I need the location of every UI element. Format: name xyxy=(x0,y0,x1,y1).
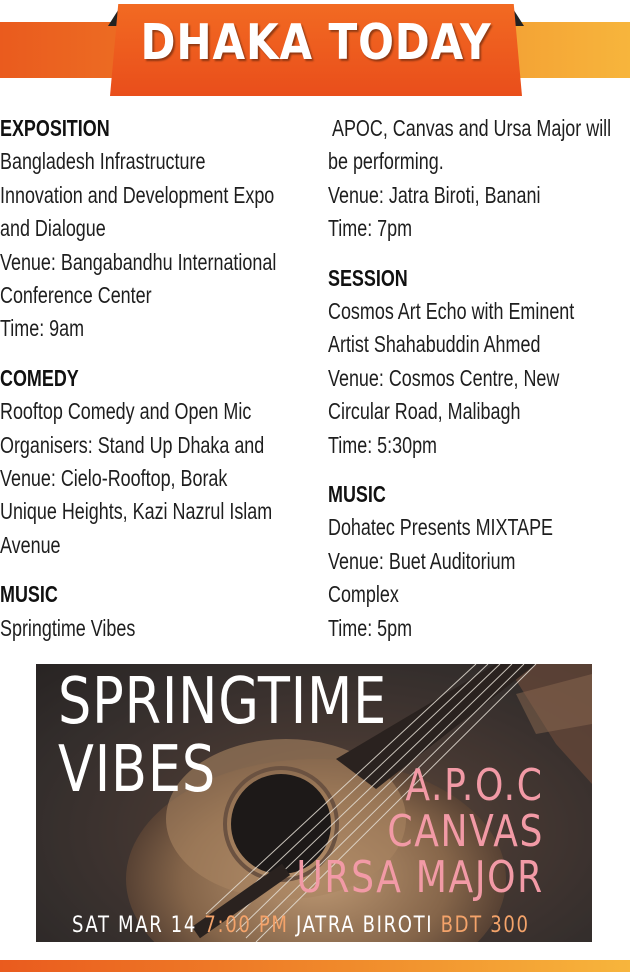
event-line: be performing. xyxy=(328,148,444,175)
event-time: Time: 7pm xyxy=(328,215,413,242)
poster-title-line1: SPRINGTIME xyxy=(58,665,388,739)
event-venue: Venue: Bangabandhu International xyxy=(0,248,277,275)
event-venue: Venue: Jatra Biroti, Banani xyxy=(328,181,541,208)
event-line: Cosmos Art Echo with Eminent xyxy=(328,298,575,325)
section-heading: COMEDY xyxy=(0,364,79,391)
event-line: Bangladesh Infrastructure xyxy=(0,148,206,175)
left-column xyxy=(0,112,318,661)
event-organisers: Organisers: Stand Up Dhaka and xyxy=(0,431,265,458)
event-exposition xyxy=(0,112,317,346)
event-venue: Unique Heights, Kazi Nazrul Islam xyxy=(0,498,273,525)
section-heading: EXPOSITION xyxy=(0,115,110,141)
poster-footer xyxy=(72,914,530,938)
event-line: APOC, Canvas and Ursa Major will xyxy=(328,115,612,141)
poster-time: 7:00 PM xyxy=(204,913,289,938)
event-line: Dohatec Presents MIXTAPE xyxy=(328,514,554,541)
event-session xyxy=(328,262,628,462)
event-music-2 xyxy=(328,478,628,645)
event-poster xyxy=(36,664,592,942)
event-venue: Avenue xyxy=(0,531,61,558)
event-line: Artist Shahabuddin Ahmed xyxy=(328,331,541,358)
event-line: Rooftop Comedy and Open Mic xyxy=(0,398,252,425)
event-venue: Venue: Buet Auditorium xyxy=(328,547,516,574)
poster-venue: JATRA BIROTI xyxy=(295,913,434,938)
poster-band-canvas: CANVAS xyxy=(387,806,544,857)
footer-bar xyxy=(0,960,630,972)
event-comedy xyxy=(0,362,317,562)
section-heading: SESSION xyxy=(328,264,408,291)
section-heading: MUSIC xyxy=(328,481,386,508)
event-venue: Circular Road, Malibagh xyxy=(328,398,521,425)
event-venue: Venue: Cielo-Rooftop, Borak xyxy=(0,465,228,492)
event-line: Innovation and Development Expo xyxy=(0,181,275,208)
page-title: DHAKA TODAY xyxy=(140,14,492,71)
poster-date: SAT MAR 14 xyxy=(72,913,198,938)
section-heading: MUSIC xyxy=(0,581,58,608)
event-line: Springtime Vibes xyxy=(0,614,136,641)
event-venue: Conference Center xyxy=(0,282,152,309)
event-music-1 xyxy=(0,578,317,645)
event-venue: Venue: Cosmos Centre, New xyxy=(328,364,560,391)
poster-price: BDT 300 xyxy=(440,913,530,938)
poster-band-apoc: A.P.O.C xyxy=(405,760,544,811)
event-music-1-continued xyxy=(328,112,628,246)
poster-band-ursa-major: URSA MAJOR xyxy=(296,852,544,903)
event-time: Time: 5pm xyxy=(328,614,413,641)
event-time: Time: 5:30pm xyxy=(328,431,438,458)
event-line: and Dialogue xyxy=(0,215,106,242)
event-time: Time: 9am xyxy=(0,315,85,342)
poster-title-line2: VIBES xyxy=(58,733,216,807)
right-column xyxy=(328,112,628,661)
event-venue: Complex xyxy=(328,581,399,608)
